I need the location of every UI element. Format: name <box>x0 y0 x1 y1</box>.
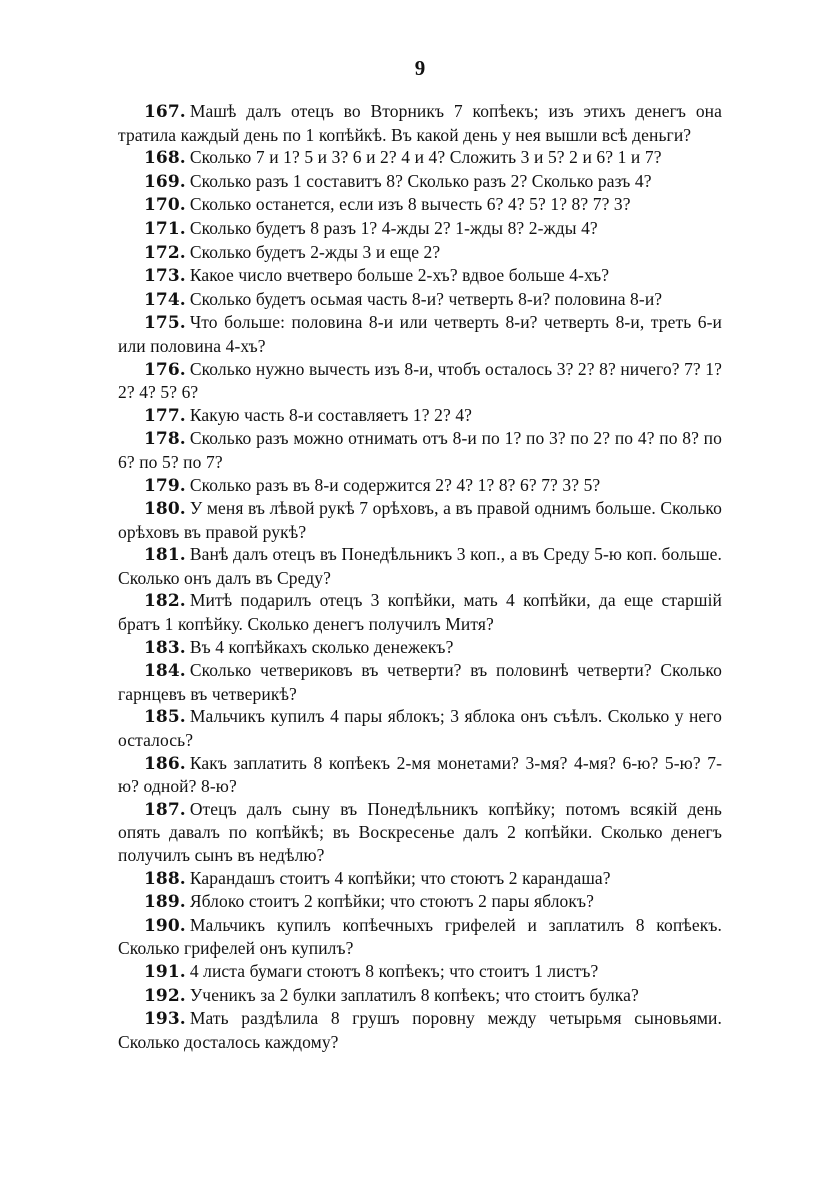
problem-184 <box>118 659 722 705</box>
problem-number: 167. <box>144 102 186 122</box>
problem-text: Какое число вчетверо больше 2-хъ? вдвое больше 4-хъ? <box>189 265 610 286</box>
problem-text: Сколько разъ въ 8-и содержится 2? 4? 1? 8? 6? 7? 3? 5? <box>189 474 601 495</box>
problem-text: Какъ заплатить 8 копѣекъ 2-мя монетами? 3-мя? 4-мя? 6-ю? 5-ю? 7-ю? одной? 8-ю? <box>118 752 722 797</box>
problem-text: Сколько 7 и 1? 5 и 3? 6 и 2? 4 и 4? Сложить 3 и 5? 2 и 6? 1 и 7? <box>189 147 662 168</box>
problem-text: Сколько будетъ осьмая часть 8-и? четверть 8-и? половина 8-и? <box>189 288 663 309</box>
problem-number: 173. <box>144 266 186 287</box>
problem-number: 188. <box>144 868 186 889</box>
problem-text: Какую часть 8-и составляетъ 1? 2? 4? <box>189 404 473 425</box>
problem-180 <box>118 497 722 543</box>
problem-172 <box>118 241 722 265</box>
problem-text: Мальчикъ купилъ 4 пары яблокъ; 3 яблока онъ съѣлъ. Сколько у него осталось? <box>118 706 722 751</box>
problem-text: Яблоко стоитъ 2 копѣйки; что стоютъ 2 пары яблокъ? <box>189 891 595 912</box>
problem-number: 191. <box>144 961 186 982</box>
problem-text: Мальчикъ купилъ копѣечныхъ грифелей и заплатилъ 8 копѣекъ. Сколько грифелей онъ купилъ? <box>118 914 722 959</box>
problem-190 <box>118 914 722 960</box>
problem-number: 170. <box>144 195 186 216</box>
problem-173 <box>118 264 722 288</box>
problem-175 <box>118 311 722 357</box>
problem-number: 182. <box>144 591 186 612</box>
problem-number: 183. <box>144 637 186 658</box>
problem-167 <box>118 100 722 146</box>
problem-185 <box>118 705 722 751</box>
problem-text: Сколько разъ можно отнимать отъ 8-и по 1? по 3? по 2? по 4? по 8? по 6? по 5? по 7? <box>118 428 722 472</box>
problem-text: Что больше: половина 8-и или четверть 8-и? четверть 8-и, треть 6-и или половина 4-хъ? <box>118 312 722 356</box>
problem-178 <box>118 427 722 473</box>
problem-176 <box>118 358 722 404</box>
problem-174 <box>118 288 722 312</box>
problem-text: Карандашъ стоитъ 4 копѣйки; что стоютъ 2 карандаша? <box>189 867 611 888</box>
problem-number: 177. <box>144 405 186 426</box>
problem-170 <box>118 193 722 217</box>
problem-number: 192. <box>144 985 186 1006</box>
problem-text: Сколько нужно вычесть изъ 8-и, чтобъ осталось 3? 2? 8? ничего? 7? 1? 2? 4? 5? 6? <box>118 358 722 403</box>
problem-number: 180. <box>144 499 186 520</box>
problem-183 <box>118 636 722 660</box>
problem-text: Ванѣ далъ отецъ въ Понедѣльникъ 3 коп., а въ Среду 5-ю коп. больше. Сколько онъ далъ въ Среду? <box>118 544 722 588</box>
problem-text: Сколько будетъ 2-жды 3 и еще 2? <box>189 241 441 262</box>
problem-number: 190. <box>144 915 186 936</box>
problem-181 <box>118 543 722 589</box>
problem-number: 178. <box>144 429 186 450</box>
problem-text: Мать раздѣлила 8 грушъ поровну между четырьмя сыновьями. Сколько досталось каждому? <box>118 1008 722 1052</box>
problem-182 <box>118 589 722 635</box>
problem-177 <box>118 404 722 428</box>
problem-number: 174. <box>144 289 186 310</box>
problem-168 <box>118 146 722 170</box>
problem-number: 171. <box>144 218 186 239</box>
problem-number: 172. <box>144 242 186 263</box>
problem-text: Сколько будетъ 8 разъ 1? 4-жды 2? 1-жды 8? 2-жды 4? <box>189 217 598 238</box>
problem-171 <box>118 217 722 241</box>
problem-169 <box>118 170 722 194</box>
problem-text: Отецъ далъ сыну въ Понедѣльникъ копѣйку; потомъ всякій день опять давалъ по копѣйкѣ; въ Воскресенье далъ 2 копѣйки. Сколько денегъ получилъ сынъ въ недѣлю? <box>118 798 722 865</box>
problem-text: Сколько разъ 1 составитъ 8? Сколько разъ 2? Сколько разъ 4? <box>189 170 652 191</box>
problem-number: 169. <box>144 171 186 192</box>
problem-187 <box>118 798 722 867</box>
problem-text: 4 листа бумаги стоютъ 8 копѣекъ; что стоитъ 1 листъ? <box>189 960 599 981</box>
problem-number: 189. <box>144 892 186 913</box>
problem-number: 168. <box>144 148 186 169</box>
problem-number: 179. <box>144 475 186 496</box>
problem-text: Машѣ далъ отецъ во Вторникъ 7 копѣекъ; изъ этихъ денегъ она тратила каждый день по 1 копѣйкѣ. Въ какой день у нея вышли всѣ деньги? <box>118 101 722 145</box>
problem-text: Сколько останется, если изъ 8 вычесть 6? 4? 5? 1? 8? 7? 3? <box>189 194 631 215</box>
problem-188 <box>118 867 722 891</box>
problem-number: 176. <box>144 359 186 380</box>
problem-number: 185. <box>144 707 186 728</box>
problem-text: Сколько четвериковъ въ четверти? въ половинѣ четверти? Сколько гарнцевъ въ четверикѣ? <box>118 660 722 704</box>
problem-text: У меня въ лѣвой рукѣ 7 орѣховъ, а въ правой однимъ больше. Сколько орѣховъ въ правой рукѣ? <box>118 498 722 542</box>
problem-number: 181. <box>144 545 186 566</box>
problem-191 <box>118 960 722 984</box>
problem-193 <box>118 1007 722 1053</box>
page-number: 9 <box>414 56 426 80</box>
problem-186 <box>118 752 722 798</box>
problem-text: Ученикъ за 2 булки заплатилъ 8 копѣекъ; что стоитъ булка? <box>189 984 639 1005</box>
problem-number: 187. <box>144 799 186 820</box>
problem-number: 175. <box>144 313 186 334</box>
problem-number: 186. <box>144 753 186 774</box>
problem-number: 193. <box>144 1009 186 1030</box>
problem-number: 184. <box>144 661 186 682</box>
problem-text: Митѣ подарилъ отецъ 3 копѣйки, мать 4 копѣйки, да еще старшій братъ 1 копѣйку. Сколько денегъ получилъ Митя? <box>118 590 722 635</box>
problem-179 <box>118 474 722 498</box>
problem-192 <box>118 984 722 1008</box>
problem-list <box>118 100 722 1053</box>
problem-189 <box>118 890 722 914</box>
problem-text: Въ 4 копѣйкахъ сколько денежекъ? <box>189 636 454 657</box>
